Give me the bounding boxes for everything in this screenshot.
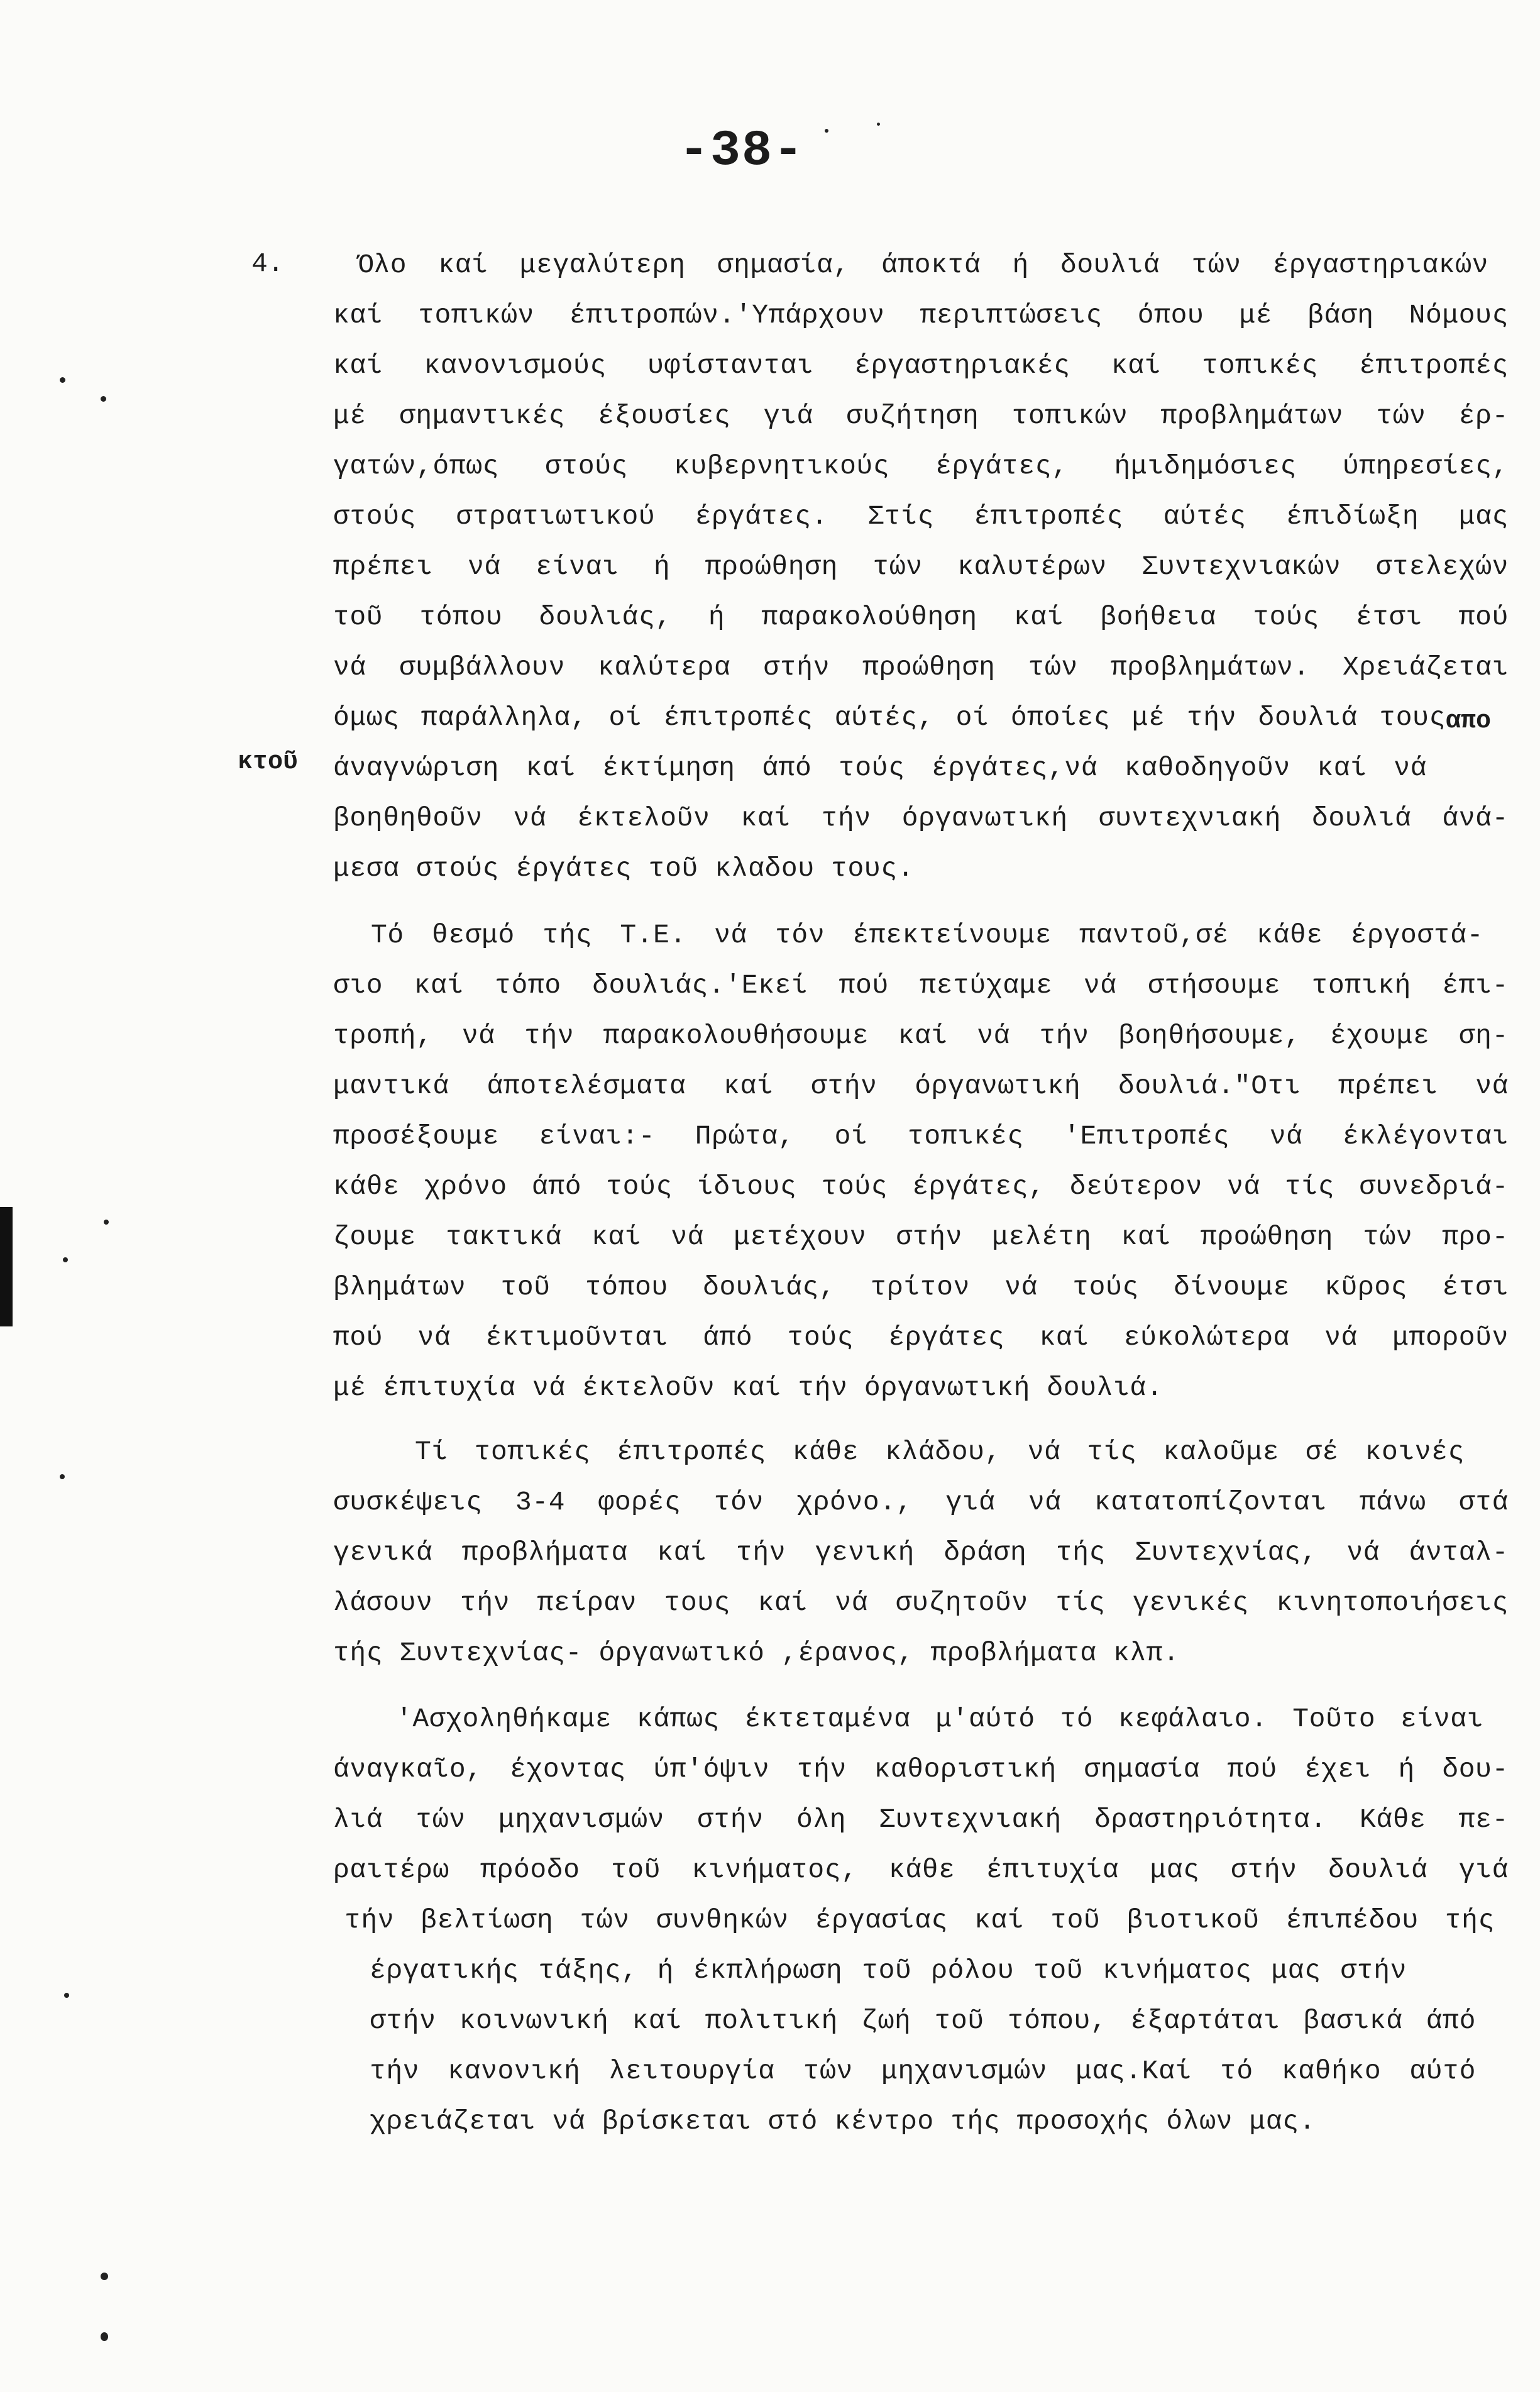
text-line: όμως παράλληλα, οί έπιτροπές αύτές, οί όποίες μέ τήν δουλιά τους [333, 702, 1446, 733]
text-line: τήν κανονική λειτουργία τών μηχανισμών μας.Καί τό καθήκο αύτό [370, 2056, 1476, 2086]
text-line: ζουμε τακτικά καί νά μετέχουν στήν μελέτη καί προώθηση τών προ- [333, 1221, 1509, 1252]
text-line: συσκέψεις 3-4 φορές τόν χρόνο., γιά νά κατατοπίζονται πάνω στά [333, 1487, 1509, 1518]
text-line: κάθε χρόνο άπό τούς ίδιους τούς έργάτες, δεύτερον νά τίς συνεδριά- [333, 1171, 1509, 1202]
text-line: σιο καί τόπο δουλιάς.'Εκεί πού πετύχαμε νά στήσουμε τοπική έπι- [333, 970, 1509, 1001]
text-line: τοῦ τόπου δουλιάς, ή παρακολούθηση καί βοήθεια τούς έτσι πού [333, 602, 1509, 632]
text-line: λάσουν τήν πείραν τους καί νά συζητοῦν τίς γενικές κινητοποιήσεις [333, 1587, 1509, 1618]
scan-speck [101, 2332, 108, 2341]
handwritten-margin-note-left: κτοῦ [238, 748, 299, 776]
scan-speck [825, 129, 828, 133]
text-line: χρειάζεται νά βρίσκεται στό κέντρο τής προσοχής όλων μας. [370, 2106, 1316, 2137]
text-line: γατών,όπως στούς κυβερνητικούς έργάτες, ήμιδημόσιες ύπηρεσίες, [333, 451, 1509, 482]
text-line: προσέξουμε είναι:- Πρώτα, οί τοπικές 'Επιτροπές νά έκλέγονται [333, 1121, 1509, 1152]
text-line: ραιτέρω πρόοδο τοῦ κινήματος, κάθε έπιτυχία μας στήν δουλιά γιά [333, 1855, 1509, 1885]
text-line: γενικά προβλήματα καί τήν γενική δράση τής Συντεχνίας, νά άνταλ- [333, 1537, 1509, 1568]
text-line: μέ έπιτυχία νά έκτελοῦν καί τήν όργανωτική δουλιά. [333, 1372, 1163, 1403]
text-line: πρέπει νά είναι ή προώθηση τών καλυτέρων Συντεχνιακών στελεχών [333, 551, 1509, 582]
text-line: Τό θεσμό τής Τ.Ε. νά τόν έπεκτείνουμε παντοῦ,σέ κάθε έργοστά- [371, 920, 1483, 951]
text-line: νά συμβάλλουν καλύτερα στήν προώθηση τών προβλημάτων. Χρειάζεται [333, 652, 1509, 683]
section-number: 4. [251, 248, 284, 279]
scan-speck [104, 1220, 109, 1225]
text-line: τροπή, νά τήν παρακολουθήσουμε καί νά τήν βοηθήσουμε, έχουμε ση- [333, 1020, 1509, 1051]
text-line: Τί τοπικές έπιτροπές κάθε κλάδου, νά τίς καλοῦμε σέ κοινές [415, 1436, 1465, 1467]
scan-speck [101, 2273, 108, 2280]
text-line: 'Ασχοληθήκαμε κάπως έκτεταμένα μ'αύτό τό κεφάλαιο. Τοῦτο είναι [396, 1704, 1483, 1734]
scan-speck [877, 123, 880, 126]
text-line: άναγνώριση καί έκτίμηση άπό τούς έργάτες,νά καθοδηγοῦν καί νά [333, 752, 1427, 783]
scan-speck [60, 1474, 65, 1479]
text-line: βοηθηθοῦν νά έκτελοῦν καί τήν όργανωτική συντεχνιακή δουλιά άνά- [333, 803, 1509, 834]
text-line: τής Συντεχνίας- όργανωτικό ,έρανος, προβλήματα κλπ. [333, 1638, 1180, 1668]
text-line: πού νά έκτιμοῦνται άπό τούς έργάτες καί εύκολώτερα νά μποροῦν [333, 1322, 1509, 1353]
text-line: Όλο καί μεγαλύτερη σημασία, άποκτά ή δουλιά τών έργαστηριακών [357, 250, 1488, 280]
text-line: μεσα στούς έργάτες τοῦ κλαδου τους. [333, 853, 915, 884]
text-line: μέ σημαντικές έξουσίες γιά συζήτηση τοπικών προβλημάτων τών έρ- [333, 400, 1509, 431]
text-line: έργατικής τάξης, ή έκπλήρωση τοῦ ρόλου τοῦ κινήματος μας στήν [370, 1955, 1407, 1986]
page-number: -38- [679, 123, 805, 180]
text-line: τήν βελτίωση τών συνθηκών έργασίας καί τοῦ βιοτικοῦ έπιπέδου τής [344, 1905, 1495, 1936]
scan-speck [64, 1993, 69, 1998]
scan-speck [60, 377, 65, 383]
text-line: στήν κοινωνική καί πολιτική ζωή τοῦ τόπου, έξαρτάται βασικά άπό [370, 2005, 1476, 2036]
scan-speck [101, 396, 106, 402]
handwritten-margin-note-right: απο [1446, 707, 1492, 736]
text-line: καί κανονισμούς υφίστανται έργαστηριακές καί τοπικές έπιτροπές [333, 350, 1509, 381]
text-line: μαντικά άποτελέσματα καί στήν όργανωτική δουλιά."Οτι πρέπει νά [333, 1071, 1509, 1101]
text-line: στούς στρατιωτικού έργάτες. Στίς έπιτροπές αύτές έπιδίωξη μας [333, 501, 1509, 532]
text-line: λιά τών μηχανισμών στήν όλη Συντεχνιακή δραστηριότητα. Κάθε πε- [333, 1804, 1509, 1835]
scan-edge-mark [0, 1207, 13, 1326]
text-line: καί τοπικών έπιτροπών.'Υπάρχουν περιπτώσεις όπου μέ βάση Νόμους [333, 300, 1509, 331]
text-line: άναγκαῖο, έχοντας ύπ'όψιν τήν καθοριστική σημασία πού έχει ή δου- [333, 1754, 1509, 1785]
text-line: βλημάτων τοῦ τόπου δουλιάς, τρίτον νά τούς δίνουμε κῦρος έτσι [333, 1272, 1509, 1303]
scan-speck [63, 1257, 68, 1262]
